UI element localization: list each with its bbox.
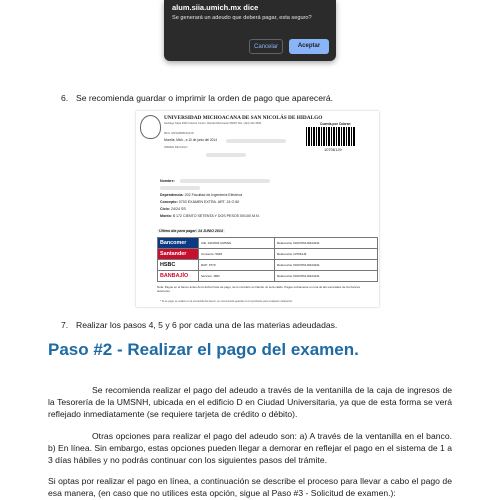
receipt-rfc: RFC UNS390813QU9 <box>164 131 194 135</box>
barcode-icon <box>306 127 356 146</box>
bank-row <box>158 238 378 249</box>
receipt-field-concepto: Concepto: 0703 EXAMEN EXTRA. ART. 24 O 60 <box>160 200 240 204</box>
bank-reference: Referencia: 107061J9 <box>274 249 377 260</box>
dialog-origin: alum.siia.umich.mx dice <box>172 3 259 12</box>
step-7-number: 7. <box>61 320 69 330</box>
redacted-block <box>226 139 286 143</box>
paragraph-other-options: Otras opciones para realizar el pago del adeudo son: a) A través de la ventanilla en el banco. b) En línea. Sin embargo, estas opciones pueden llegar a demorar en reflejar el pago en el sistema de 1 a 3 días hábiles y no podrás continuar con los siguientes pasos del trámite. <box>48 431 452 465</box>
bank-service: Convenio: 5048 <box>199 249 275 260</box>
receipt-cuenta: Cuenta por Cobrar: <box>320 122 352 126</box>
step-7-text: Realizar los pasos 4, 5 y 6 por cada una de las materias adeudadas. <box>76 320 338 330</box>
university-seal-icon <box>140 115 161 139</box>
bank-row <box>158 249 378 260</box>
banbajio-logo-icon: BANBAJÍO <box>158 271 199 282</box>
receipt-order-number: 107061J9 <box>324 147 342 152</box>
section-heading: Paso #2 - Realizar el pago del examen. <box>48 340 359 359</box>
receipt-order-title: ORDEN DE PAGO <box>164 145 188 149</box>
bank-row <box>158 271 378 282</box>
bank-service: Servicio: 1BM <box>199 271 275 282</box>
bank-reference: Referencia: 00107061J9424231 <box>274 238 377 249</box>
bancomer-logo-icon: Bancomer <box>158 238 199 249</box>
bank-service: RAP: 9779 <box>199 260 275 271</box>
paragraph-online: Si optas por realizar el pago en línea, a continuación se describe el proceso para llevar a cabo el pago de esa manera, (en caso que no utilices esta opción, sigue al Paso #3 - Solicitud de examen.): <box>48 476 452 498</box>
bank-table <box>157 237 378 282</box>
receipt-footer: * Si se pago se realiza en la ventanilla del banco, se recomienda guardar el comprobante para cualquier aclaración. <box>160 300 293 303</box>
dialog-message: Se generará un adeudo que deberá pagar, esta seguro? <box>172 15 312 21</box>
confirm-dialog <box>164 0 336 61</box>
step-6-text: Se recomienda guardar o imprimir la orden de pago que aparecerá. <box>76 93 334 103</box>
step-6-number: 6. <box>61 93 69 103</box>
hsbc-logo-icon: HSBC <box>158 260 199 271</box>
receipt-university: UNIVERSIDAD MICHOACANA DE SAN NICOLÁS DE HIDALGO <box>164 115 323 121</box>
receipt-limit-date: Último día para pagar: 14 JUNIO 2014 <box>159 229 223 233</box>
receipt-field-ciclo: Ciclo: 24/24 SS <box>160 207 186 211</box>
redacted-block <box>206 153 246 157</box>
receipt-field-monto: Monto: $ 172 CIENTO SETENTA Y DOS PESOS 00/100 M.N. <box>160 214 260 218</box>
bank-service: CIE: 1610503 UMSNH <box>199 238 275 249</box>
paragraph-cashier: Se recomienda realizar el pago del adeudo a través de la ventanilla de la caja de ingresos de la Tesorería de la UMSNH, ubicada en el edificio D en Ciudad Universitaria, ya que de esta forma se verá reflejado inmediatamente (se requiere tarjeta de crédito o débito). <box>48 385 452 419</box>
receipt-field-nombre: Nombre: <box>160 179 175 183</box>
bank-reference: Referencia: 00107061J9424231 <box>274 271 377 282</box>
receipt-address: Santiago Tapia #403 Colonia Centro, Morelia Michoacán 58000 Tels. (443) 322-3500 <box>164 122 262 125</box>
santander-logo-icon: Santander <box>158 249 199 260</box>
bank-row <box>158 260 378 271</box>
accept-button[interactable]: Aceptar <box>289 39 329 54</box>
redacted-block <box>180 179 270 183</box>
receipt-field-dependencia: Dependencia: 202 Facultad de Ingeniería Eléctrica <box>160 193 243 197</box>
cancel-button[interactable]: Cancelar <box>249 39 283 54</box>
receipt-place-date: Morelia, Mich., a 10 de junio del 2014 <box>164 138 217 142</box>
bank-reference: Referencia: 00107061J9424231 <box>274 260 377 271</box>
redacted-block <box>160 186 200 190</box>
payment-order-image <box>136 111 379 307</box>
receipt-note: Nota: Pague en el banco antes de la fecha límite de pago, de lo contrario su trámite no será valido. Pague únicamente en una de las sucursales de los bancos anteriores. <box>157 285 360 293</box>
